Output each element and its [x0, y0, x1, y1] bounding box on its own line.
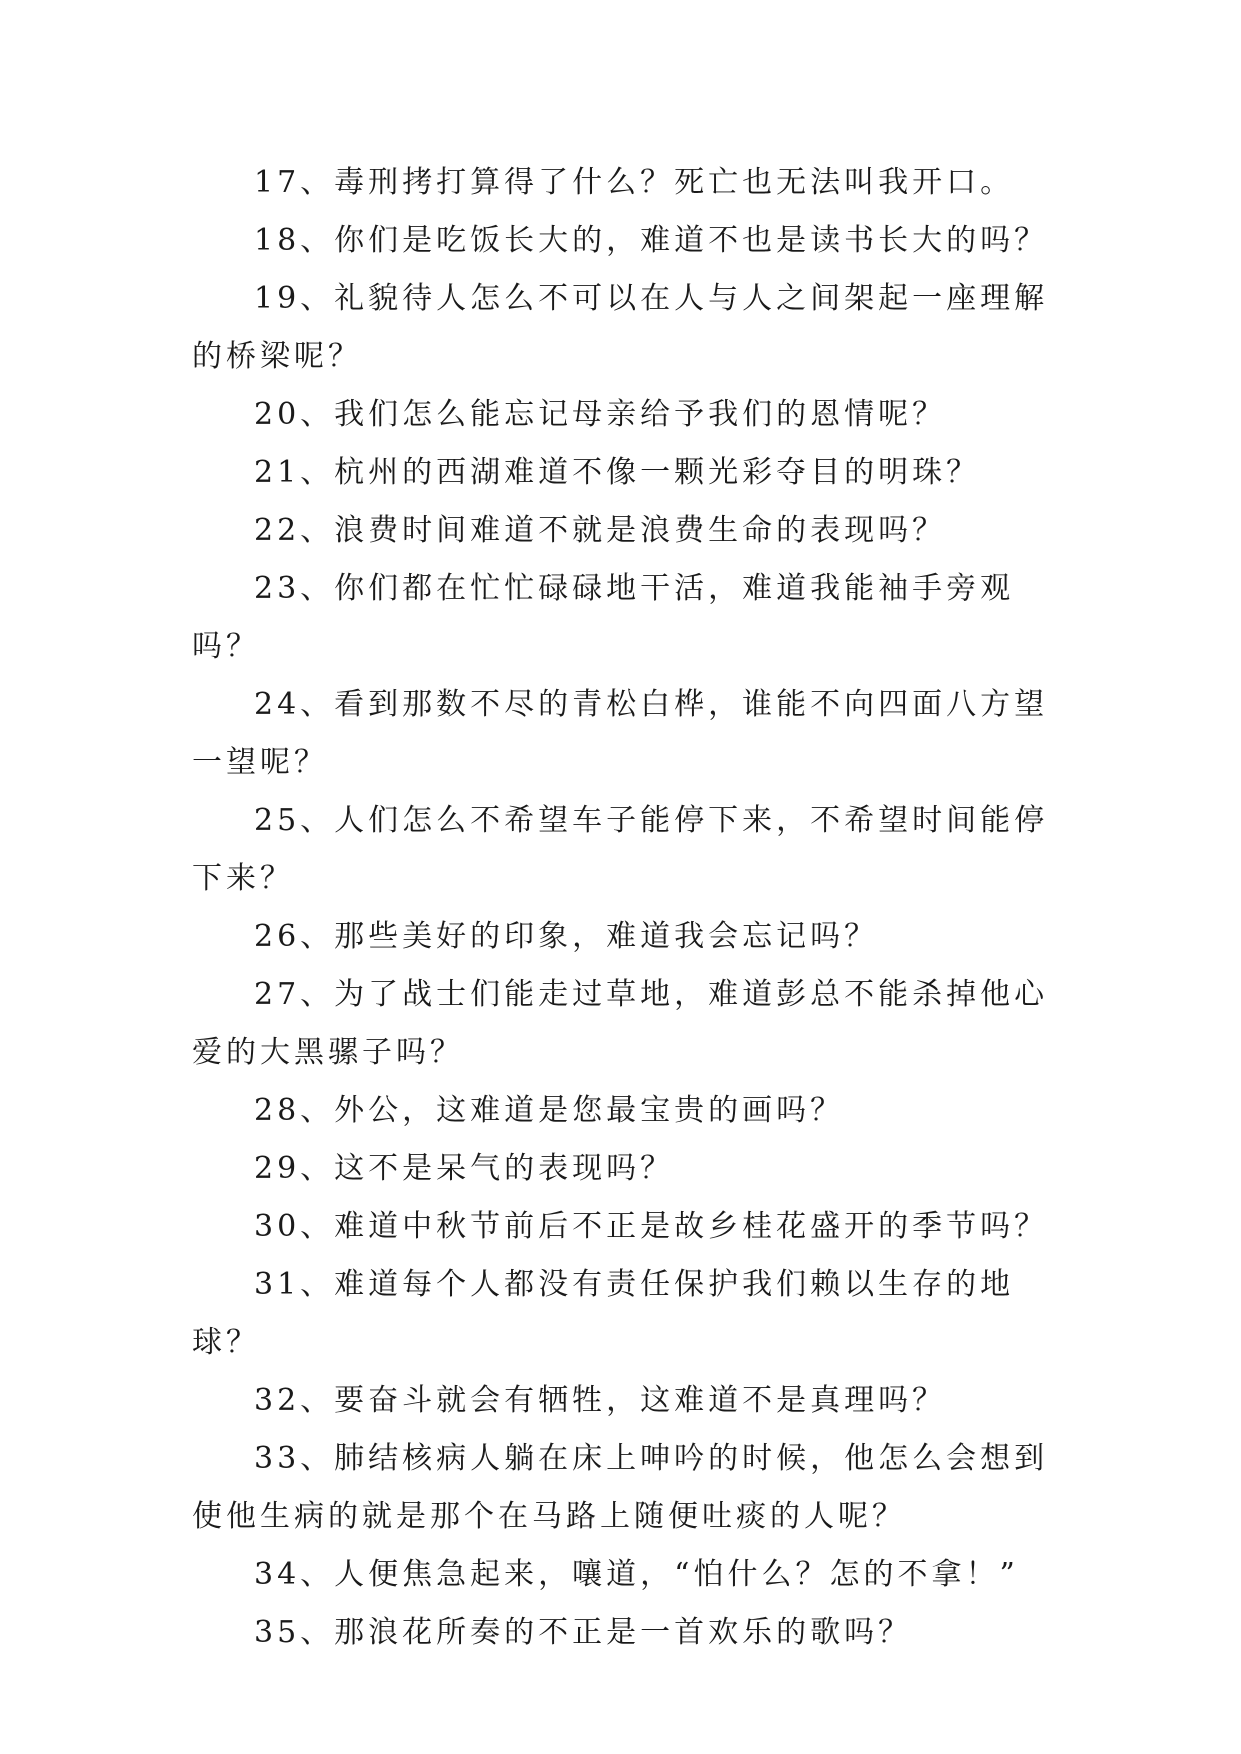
- list-item: 19、礼貌待人怎么不可以在人与人之间架起一座理解的桥梁呢？: [192, 281, 1049, 374]
- document-body: [192, 154, 1052, 1662]
- list-item: 27、为了战士们能走过草地，难道彭总不能杀掉他心爱的大黑骡子吗？: [192, 977, 1049, 1070]
- list-item: 25、人们怎么不希望车子能停下来，不希望时间能停下来？: [192, 803, 1049, 896]
- list-item: 31、难道每个人都没有责任保护我们赖以生存的地球？: [192, 1267, 1015, 1360]
- list-item: 21、杭州的西湖难道不像一颗光彩夺目的明珠？: [254, 455, 981, 490]
- list-item: 28、外公，这难道是您最宝贵的画吗？: [254, 1093, 845, 1128]
- list-item: 29、这不是呆气的表现吗？: [254, 1151, 675, 1186]
- list-item: 30、难道中秋节前后不正是故乡桂花盛开的季节吗？: [254, 1209, 1049, 1244]
- list-item: 22、浪费时间难道不就是浪费生命的表现吗？: [254, 513, 947, 548]
- list-item: 35、那浪花所奏的不正是一首欢乐的歌吗？: [254, 1615, 913, 1650]
- list-item: 24、看到那数不尽的青松白桦，谁能不向四面八方望一望呢？: [192, 687, 1049, 780]
- list-item: 18、你们是吃饭长大的，难道不也是读书长大的吗？: [254, 223, 1049, 258]
- list-item: 17、毒刑拷打算得了什么？死亡也无法叫我开口。: [254, 165, 1015, 200]
- list-item: 34、人便焦急起来，嚷道，“怕什么？怎的不拿！”: [254, 1557, 1019, 1592]
- list-item: 20、我们怎么能忘记母亲给予我们的恩情呢？: [254, 397, 947, 432]
- list-item: 32、要奋斗就会有牺牲，这难道不是真理吗？: [254, 1383, 947, 1418]
- list-item: 33、肺结核病人躺在床上呻吟的时候，他怎么会想到使他生病的就是那个在马路上随便吐痰的人呢？: [192, 1441, 1049, 1534]
- list-item: 23、你们都在忙忙碌碌地干活，难道我能袖手旁观吗？: [192, 571, 1015, 664]
- list-item: 26、那些美好的印象，难道我会忘记吗？: [254, 919, 879, 954]
